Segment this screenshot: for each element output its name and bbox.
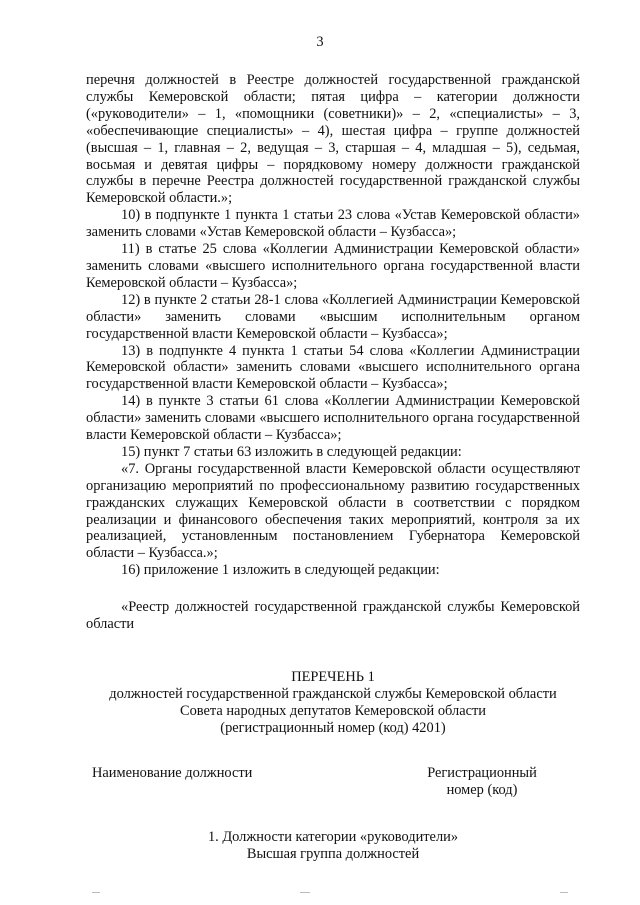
column-header-code bbox=[421, 765, 543, 799]
scan-artifact bbox=[560, 892, 568, 893]
registry-heading: «Реестр должностей государственной гражданской службы Кемеровской области bbox=[86, 599, 580, 633]
list-title: ПЕРЕЧЕНЬ 1 bbox=[291, 669, 375, 685]
section-title: 1. Должности категории «руководители» bbox=[207, 828, 459, 845]
list-subtitle-1: должностей государственной гражданской службы Кемеровской области bbox=[109, 685, 557, 702]
column-header-position: Наименование должности bbox=[92, 764, 253, 781]
paragraph-item-13: 13) в подпункте 4 пункта 1 статьи 54 слова «Коллегии Администрации Кемеровской области» заменить словами «высшего исполнительного органа государственной власти Кемеровской области – Кузбасса»; bbox=[86, 342, 580, 393]
list-subtitle-3: (регистрационный номер (код) 4201) bbox=[220, 719, 446, 736]
scan-artifact bbox=[300, 892, 310, 893]
paragraph-item-11: 11) в статье 25 слова «Коллегии Администрации Кемеровской области» заменить словами «высшего исполнительного органа государственной власти Кемеровской области – Кузбасса»; bbox=[86, 241, 580, 291]
paragraph-item-12: 12) в пункте 2 статьи 28-1 слова «Коллегией Администрации Кемеровской области» заменить словами «высшим исполнительным органом государственной власти Кемеровской области – Кузбасса»; bbox=[86, 291, 580, 342]
scan-artifact bbox=[92, 892, 100, 893]
paragraph-item-14: 14) в пункте 3 статьи 61 слова «Коллегии Администрации Кемеровской области» заменить словами «высшего исполнительного органа государственной власти Кемеровской области – Кузбасса»; bbox=[86, 393, 580, 444]
table-header bbox=[86, 765, 580, 801]
column-header-code-line-1: Регистрационный bbox=[427, 764, 537, 781]
page-number: 3 bbox=[316, 34, 324, 50]
paragraph-item-16: 16) приложение 1 изложить в следующей редакции: bbox=[121, 562, 440, 579]
column-header-code-line-2: номер (код) bbox=[446, 781, 518, 798]
paragraph-item-10: 10) в подпункте 1 пункта 1 статьи 23 слова «Устав Кемеровской области» заменить словами «Устав Кемеровской области – Кузбасса»; bbox=[86, 207, 580, 241]
document-body bbox=[86, 72, 580, 862]
list-subtitle-2: Совета народных депутатов Кемеровской области bbox=[180, 702, 486, 719]
paragraph-quote-7: «7. Органы государственной власти Кемеровской области осуществляют организацию мероприятий по профессиональному развитию государственных гражданских служащих Кемеровской области в соответствии с порядком реализации и финансового обеспечения таких мероприятий, контроля за их реализацией, установленным постановлением Губернатора Кемеровской области – Кузбасса.»; bbox=[86, 460, 580, 562]
paragraph-item-15: 15) пункт 7 статьи 63 изложить в следующей редакции: bbox=[121, 443, 462, 460]
section-subtitle: Высшая группа должностей bbox=[246, 845, 420, 862]
paragraph-continuation: перечня должностей в Реестре должностей государственной гражданской службы Кемеровской области; пятая цифра – категории должности («руководители» – 1, «помощники (советники)» – 2, «специалисты» – 3, «обеспечивающие специалисты» – 4), шестая цифра – группе должностей (высшая – 1, главная – 2, ведущая – 3, старшая – 4, младшая – 5), седьмая, восьмая и девятая цифры – порядковому номеру должности гражданской службы в перечне Реестра должностей государственной гражданской службы Кемеровской области.»; bbox=[86, 72, 580, 207]
